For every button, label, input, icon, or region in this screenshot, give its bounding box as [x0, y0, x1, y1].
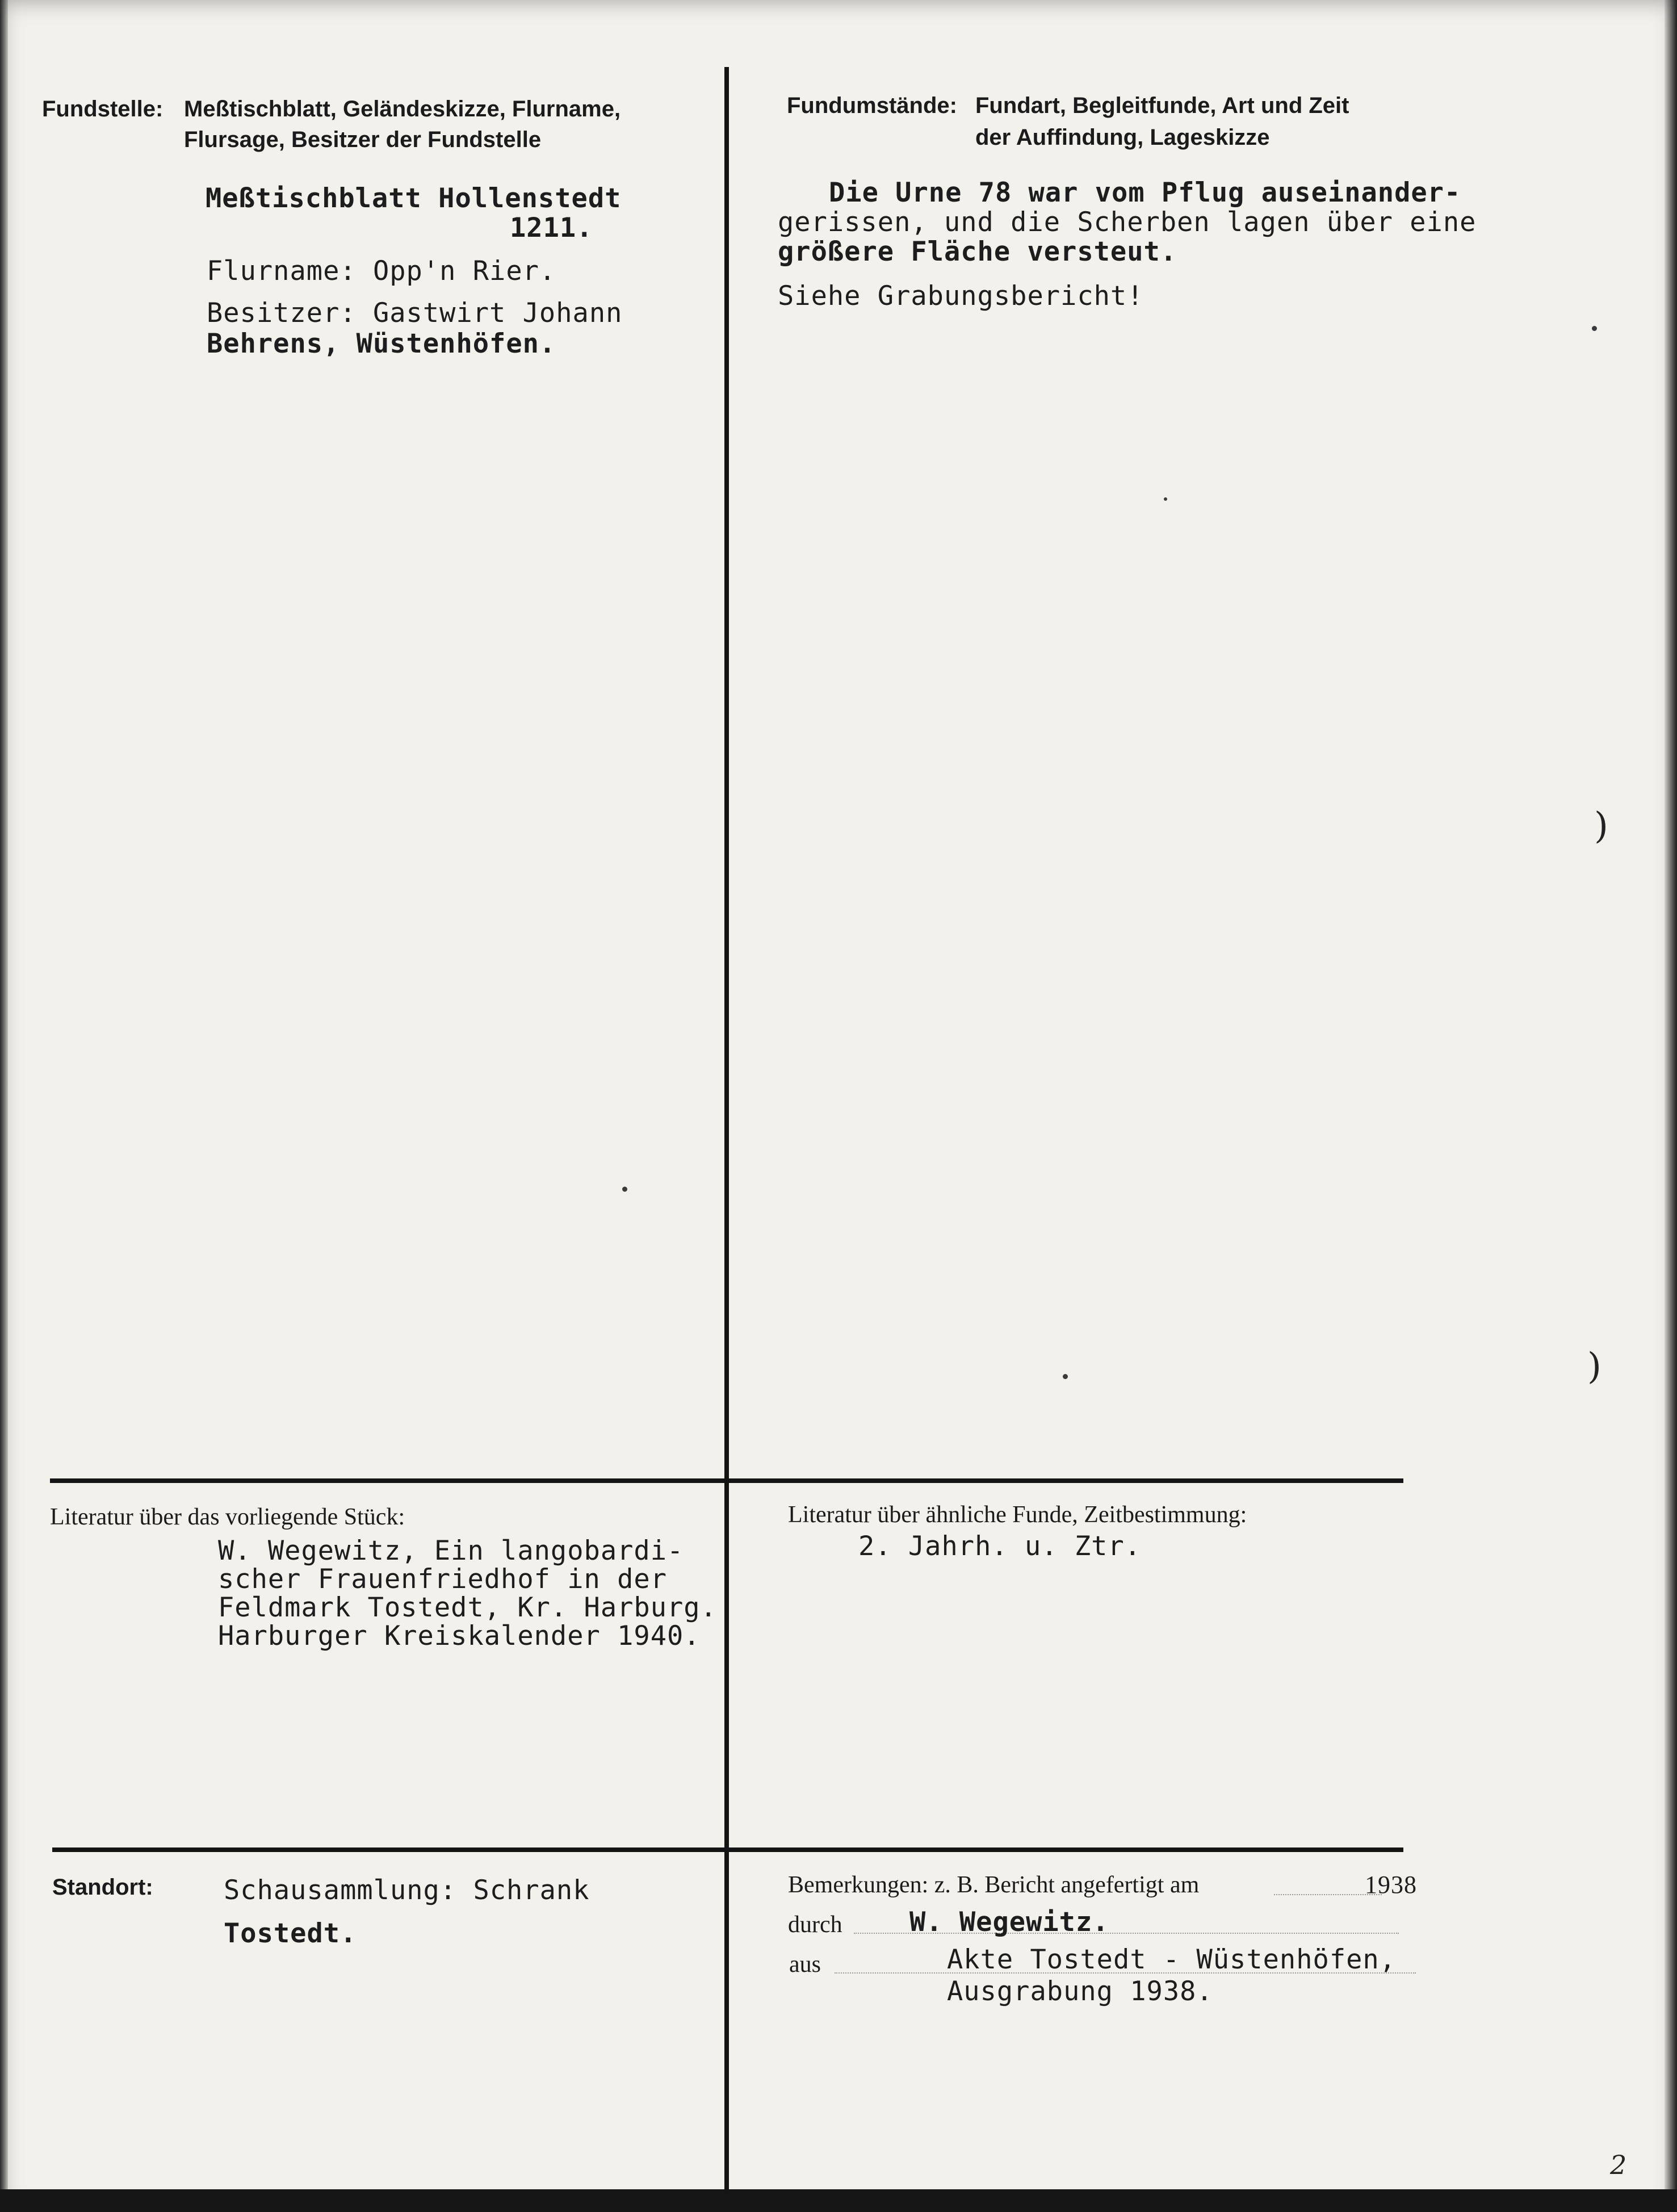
literatur-stueck-entry-line3: Feldmark Tostedt, Kr. Harburg.: [218, 1592, 717, 1623]
speck: [1063, 1374, 1068, 1379]
standort-entry-line1: Schausammlung: Schrank: [224, 1875, 590, 1906]
fundumstaende-label: Fundumstände:: [787, 93, 957, 118]
durch-label: durch: [788, 1912, 842, 1938]
fundumstaende-entry-line4: Siehe Grabungsbericht!: [778, 280, 1144, 312]
literatur-stueck-label: Literatur über das vorliegende Stück:: [50, 1504, 405, 1530]
fundumstaende-entry-line3: größere Fläche versteut.: [778, 236, 1177, 267]
fundstelle-description-line2: Flursage, Besitzer der Fundstelle: [184, 127, 542, 152]
card-right-edge: [1665, 0, 1677, 2212]
fundstelle-description-line1: Meßtischblatt, Geländeskizze, Flurname,: [184, 97, 621, 122]
standort-label: Standort:: [52, 1875, 153, 1900]
bemerkungen-year: 1938: [1365, 1871, 1417, 1899]
besitzer-entry-line1: Besitzer: Gastwirt Johann: [207, 298, 623, 329]
literatur-funde-entry: 2. Jahrh. u. Ztr.: [858, 1531, 1142, 1562]
aus-label: aus: [789, 1951, 821, 1978]
standort-entry-line2: Tostedt.: [224, 1918, 357, 1949]
fundumstaende-description-line2: der Auffindung, Lageskizze: [975, 125, 1270, 150]
fundumstaende-entry-line1: Die Urne 78 war vom Pflug auseinander-: [829, 177, 1461, 208]
fundumstaende-description-line1: Fundart, Begleitfunde, Art und Zeit: [975, 93, 1349, 118]
speck: [622, 1187, 627, 1192]
durch-entry: W. Wegewitz.: [909, 1907, 1109, 1938]
upper-horizontal-line: [50, 1478, 1403, 1483]
center-vertical-line: [724, 67, 729, 2195]
speck: [1592, 326, 1597, 331]
literatur-stueck-entry-line1: W. Wegewitz, Ein langobardi-: [218, 1535, 684, 1566]
fundstelle-entry-line1: Meßtischblatt Hollenstedt: [206, 183, 622, 214]
fundstelle-label: Fundstelle:: [42, 97, 163, 122]
punch-mark-lower: ): [1587, 1346, 1601, 1388]
literatur-funde-label: Literatur über ähnliche Funde, Zeitbestimmung:: [788, 1502, 1247, 1528]
speck: [1164, 497, 1167, 501]
aus-entry-line2: Ausgrabung 1938.: [947, 1976, 1213, 2007]
literatur-stueck-entry-line4: Harburger Kreiskalender 1940.: [218, 1620, 701, 1652]
besitzer-entry-line2: Behrens, Wüstenhöfen.: [207, 328, 556, 359]
flurname-entry: Flurname: Opp'n Rier.: [207, 255, 556, 287]
punch-mark-upper: ): [1594, 805, 1608, 847]
aus-entry-line1: Akte Tostedt - Wüstenhöfen,: [947, 1944, 1397, 1975]
card-left-edge: [0, 0, 8, 2212]
card-bottom-shadow: [0, 2189, 1677, 2212]
literatur-stueck-entry-line2: scher Frauenfriedhof in der: [218, 1564, 668, 1595]
bemerkungen-label: Bemerkungen: z. B. Bericht angefertigt am: [788, 1872, 1200, 1898]
page-number: 2: [1610, 2150, 1627, 2180]
fundstelle-entry-line2: 1211.: [510, 212, 593, 244]
lower-horizontal-line: [52, 1847, 1403, 1852]
fundumstaende-entry-line2: gerissen, und die Scherben lagen über eine: [778, 207, 1477, 238]
